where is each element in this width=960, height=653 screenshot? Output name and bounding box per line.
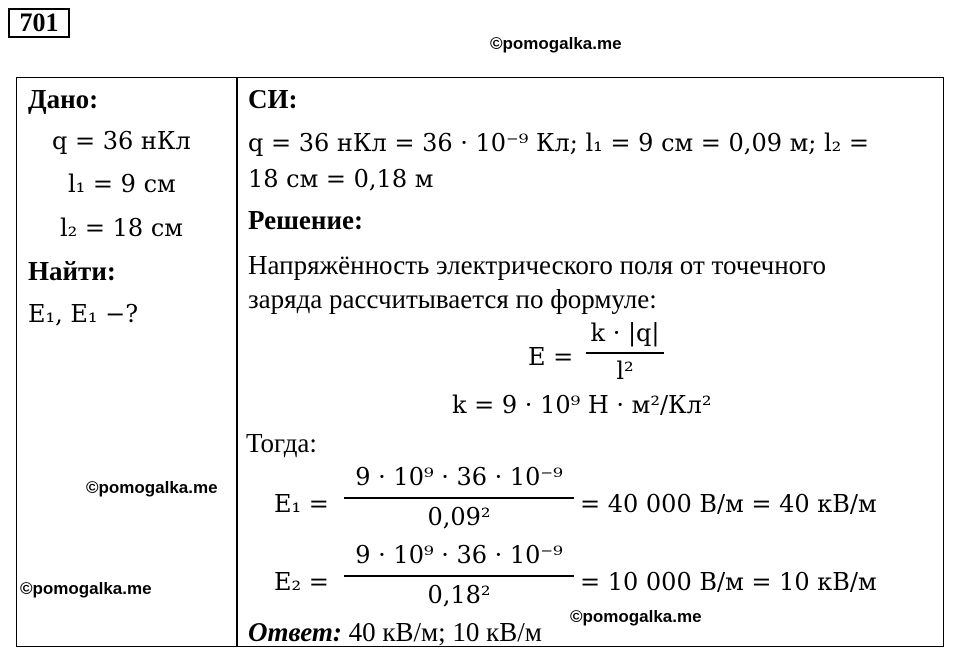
e1-lhs: E₁ = bbox=[274, 490, 329, 518]
e1-result: = 40 000 В/м = 40 кВ/м bbox=[580, 490, 877, 518]
formula-lhs: E = bbox=[528, 343, 574, 371]
answer-line bbox=[248, 615, 542, 649]
e2-result: = 10 000 В/м = 10 кВ/м bbox=[580, 568, 877, 596]
formula-fraction bbox=[586, 316, 664, 386]
e2-numerator: 9 · 10⁹ · 36 · 10⁻⁹ bbox=[355, 541, 563, 569]
e1-fraction bbox=[344, 460, 574, 532]
si-title: СИ: bbox=[248, 84, 298, 114]
then-label: Тогда: bbox=[246, 428, 317, 458]
solution-text-1: Напряжённость электрического поля от точечного bbox=[248, 250, 827, 280]
fraction-bar bbox=[344, 575, 574, 577]
solution-text-2: заряда рассчитывается по формуле: bbox=[248, 284, 657, 314]
given-title: Дано: bbox=[28, 84, 99, 114]
e1-numerator: 9 · 10⁹ · 36 · 10⁻⁹ bbox=[355, 463, 563, 491]
given-distance-2: l₂ = 18 см bbox=[60, 214, 183, 242]
given-distance-1: l₁ = 9 см bbox=[68, 170, 176, 198]
answer-label: Ответ: bbox=[248, 617, 342, 647]
k-constant-line: k = 9 · 10⁹ Н · м²/Кл² bbox=[452, 391, 712, 419]
solution-title: Решение: bbox=[248, 205, 363, 235]
si-line-1: q = 36 нКл = 36 · 10⁻⁹ Кл; l₁ = 9 см = 0,09 м; l₂ = bbox=[248, 129, 870, 157]
e2-fraction bbox=[344, 538, 574, 610]
watermark-left-bottom: ©pomogalka.me bbox=[20, 579, 152, 598]
table-divider bbox=[236, 77, 238, 647]
watermark-left-middle: ©pomogalka.me bbox=[86, 478, 218, 497]
task-number: 701 bbox=[8, 8, 70, 38]
find-line: E₁, E₁ −? bbox=[28, 300, 139, 328]
fraction-bar bbox=[344, 497, 574, 499]
find-title: Найти: bbox=[28, 256, 116, 286]
watermark-bottom-right: ©pomogalka.me bbox=[570, 607, 702, 626]
formula-denominator: l² bbox=[616, 357, 634, 385]
formula-numerator: k · |q| bbox=[590, 319, 660, 347]
si-line-2: 18 см = 0,18 м bbox=[248, 165, 434, 193]
e2-lhs: E₂ = bbox=[274, 568, 329, 596]
given-charge: q = 36 нКл bbox=[52, 127, 191, 155]
watermark-top: ©pomogalka.me bbox=[490, 34, 622, 53]
answer-text: 40 кВ/м; 10 кВ/м bbox=[348, 617, 542, 647]
e2-denominator: 0,18² bbox=[427, 581, 491, 609]
e1-denominator: 0,09² bbox=[427, 503, 491, 531]
